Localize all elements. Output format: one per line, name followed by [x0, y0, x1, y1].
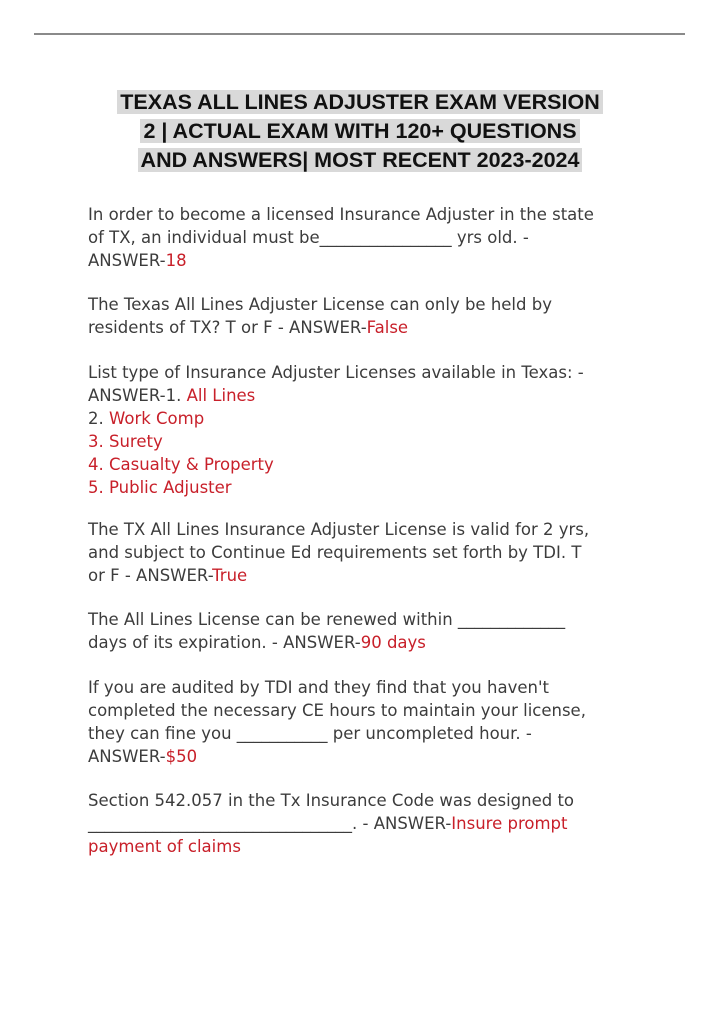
qa-item-1: [88, 203, 633, 272]
answer-prefix: ANSWER-1.: [88, 386, 187, 405]
list-answer: Public Adjuster: [109, 478, 232, 497]
qa-item-6: [88, 676, 633, 768]
qa-item-2: [88, 293, 633, 339]
list-answer: Work Comp: [109, 409, 205, 428]
list-number: 4.: [88, 455, 109, 474]
list-item: [88, 407, 633, 430]
list-number: 3.: [88, 432, 109, 451]
answer-text: Insure prompt: [451, 814, 568, 833]
answer-text: 18: [165, 251, 187, 270]
title-line-3: AND ANSWERS| MOST RECENT 2023-2024: [138, 148, 583, 172]
answer-text: 90 days: [360, 633, 426, 652]
list-item: [88, 453, 633, 476]
qa-item-4: [88, 518, 633, 587]
answer-prefix: ANSWER-: [88, 747, 166, 766]
answer-text: All Lines: [186, 386, 256, 405]
answer-prefix: or F - ANSWER-: [88, 566, 213, 585]
question-line: In order to become a licensed Insurance Adjuster in the state: [88, 205, 594, 224]
question-line: If you are audited by TDI and they find that you haven't: [88, 678, 549, 697]
qa-item-5: [88, 608, 633, 654]
question-line: they can fine you ___________ per uncompleted hour. -: [88, 724, 532, 743]
list-answer: Casualty & Property: [109, 455, 274, 474]
answer-text: True: [212, 566, 248, 585]
list-answer: Surety: [109, 432, 163, 451]
list-number: 2.: [88, 409, 109, 428]
title-line-2: 2 | ACTUAL EXAM WITH 120+ QUESTIONS: [140, 119, 579, 143]
question-line: List type of Insurance Adjuster Licenses available in Texas: -: [88, 363, 584, 382]
answer-text-continued: payment of claims: [88, 837, 241, 856]
title-line-1: TEXAS ALL LINES ADJUSTER EXAM VERSION: [117, 90, 602, 114]
question-line: completed the necessary CE hours to maintain your license,: [88, 701, 586, 720]
question-line: and subject to Continue Ed requirements set forth by TDI. T: [88, 543, 582, 562]
answer-text: $50: [165, 747, 198, 766]
question-line: Section 542.057 in the Tx Insurance Code was designed to: [88, 791, 575, 810]
answer-prefix: ________________________________. - ANSWER-: [88, 814, 452, 833]
list-item: [88, 430, 633, 453]
list-item: [88, 476, 633, 499]
question-line: The TX All Lines Insurance Adjuster License is valid for 2 yrs,: [88, 520, 590, 539]
question-line: of TX, an individual must be________________ yrs old. -: [88, 228, 529, 247]
top-divider: [34, 33, 685, 35]
answer-prefix: days of its expiration. - ANSWER-: [88, 633, 361, 652]
answer-prefix: ANSWER-: [88, 251, 166, 270]
document-title: [80, 88, 640, 175]
answer-text: False: [366, 318, 409, 337]
question-line: The All Lines License can be renewed within _____________: [88, 610, 566, 629]
qa-item-3: [88, 361, 633, 499]
list-number: 5.: [88, 478, 109, 497]
question-line: The Texas All Lines Adjuster License can only be held by: [88, 295, 552, 314]
qa-item-7: [88, 789, 633, 858]
question-line: residents of TX? T or F - ANSWER-: [88, 318, 367, 337]
